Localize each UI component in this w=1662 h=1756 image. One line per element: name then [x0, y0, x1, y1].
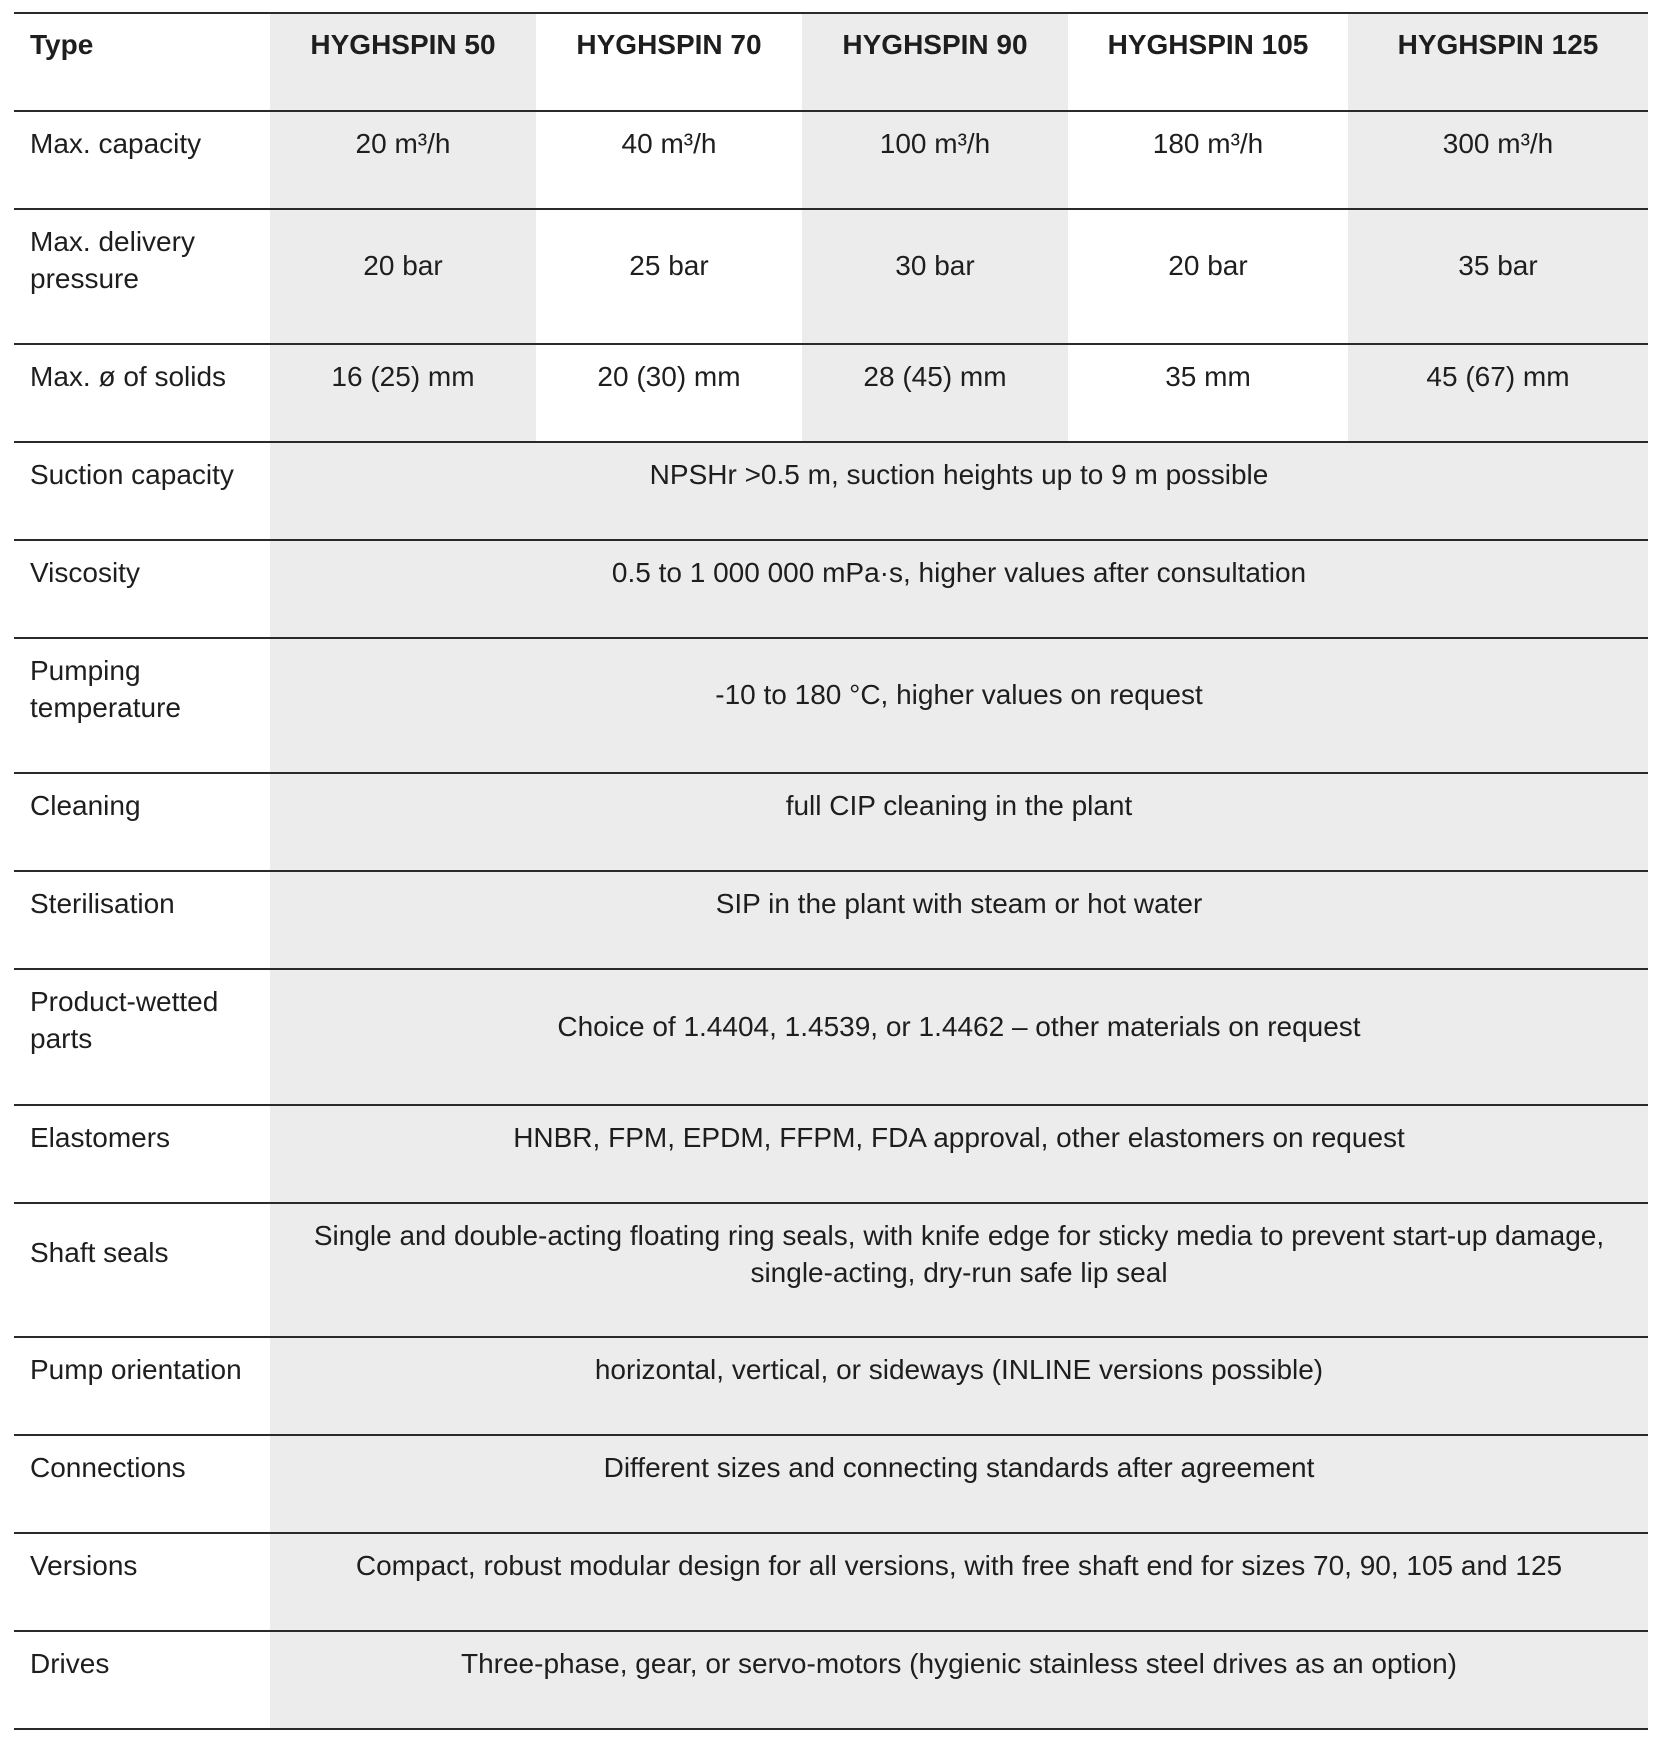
table-row: [14, 773, 1648, 871]
table-row: [14, 344, 1648, 442]
table-row: [14, 1533, 1648, 1631]
row-label: Versions: [30, 1550, 138, 1581]
row-label: Max. ø of solids: [30, 361, 227, 392]
row-label: [14, 209, 270, 344]
row-label: Sterilisation: [30, 888, 175, 919]
row-label: [14, 638, 270, 773]
table-row: [14, 871, 1648, 969]
solids-value: 16 (25) mm: [270, 344, 536, 442]
model-header: HYGHSPIN 50: [270, 13, 536, 111]
capacity-value: 20 m³/h: [270, 111, 536, 209]
suction-value: NPSHr >0.5 m, suction heights up to 9 m possible: [270, 442, 1648, 540]
versions-value: Compact, robust modular design for all versions, with free shaft end for sizes 70, 90, 105 and 125: [270, 1533, 1648, 1631]
row-label: Suction capacity: [30, 459, 234, 490]
table-row: [14, 442, 1648, 540]
table-row: [14, 1435, 1648, 1533]
pressure-value: 35 bar: [1348, 209, 1648, 344]
table-header-row: [14, 13, 1648, 111]
temperature-value: -10 to 180 °C, higher values on request: [270, 638, 1648, 773]
capacity-value: 100 m³/h: [802, 111, 1068, 209]
table-row: [14, 111, 1648, 209]
pressure-value: 20 bar: [1168, 250, 1248, 281]
table-row: [14, 540, 1648, 638]
row-label-line: pressure: [30, 263, 139, 294]
sterilisation-value: SIP in the plant with steam or hot water: [270, 871, 1648, 969]
table-row: [14, 1203, 1648, 1337]
row-label-line: Product-wetted: [30, 986, 219, 1017]
solids-value: 45 (67) mm: [1348, 344, 1648, 442]
wetted-value: Choice of 1.4404, 1.4539, or 1.4462 – other materials on request: [270, 969, 1648, 1105]
capacity-value: 180 m³/h: [1152, 128, 1264, 159]
table-row: [14, 638, 1648, 773]
type-header: Type: [30, 29, 94, 60]
row-label: Max. capacity: [30, 128, 202, 159]
row-label: Connections: [30, 1452, 186, 1483]
table-row: [14, 209, 1648, 344]
row-label: Shaft seals: [30, 1237, 169, 1268]
solids-value: 28 (45) mm: [802, 344, 1068, 442]
elastomers-value: HNBR, FPM, EPDM, FFPM, FDA approval, other elastomers on request: [270, 1105, 1648, 1203]
row-label-line: parts: [30, 1023, 93, 1054]
seals-value-line: single-acting, dry-run safe lip seal: [750, 1257, 1168, 1288]
drives-value: Three-phase, gear, or servo-motors (hygienic stainless steel drives as an option): [270, 1631, 1648, 1729]
seals-value: [270, 1203, 1648, 1337]
row-label: Drives: [30, 1648, 110, 1679]
table-row: [14, 1337, 1648, 1435]
model-header: HYGHSPIN 105: [1107, 29, 1309, 60]
table-row: [14, 1631, 1648, 1729]
row-label: Elastomers: [30, 1122, 171, 1153]
connections-value: Different sizes and connecting standards after agreement: [270, 1435, 1648, 1533]
pressure-value: 25 bar: [629, 250, 709, 281]
table-row: [14, 1105, 1648, 1203]
seals-value-line: Single and double-acting floating ring seals, with knife edge for sticky media to prevent start-up damage,: [313, 1220, 1605, 1251]
model-header: HYGHSPIN 90: [802, 13, 1068, 111]
pressure-value: 20 bar: [270, 209, 536, 344]
row-label-line: temperature: [30, 692, 181, 723]
viscosity-value: 0.5 to 1 000 000 mPa·s, higher values after consultation: [270, 540, 1648, 638]
capacity-value: 40 m³/h: [621, 128, 717, 159]
model-header: HYGHSPIN 125: [1348, 13, 1648, 111]
row-label: Cleaning: [30, 790, 141, 821]
spec-table: [14, 12, 1648, 1730]
table-row: [14, 969, 1648, 1105]
row-label-line: Pumping: [30, 655, 141, 686]
pressure-value: 30 bar: [802, 209, 1068, 344]
solids-value: 20 (30) mm: [597, 361, 741, 392]
orientation-value: horizontal, vertical, or sideways (INLINE versions possible): [270, 1337, 1648, 1435]
row-label: [14, 969, 270, 1105]
model-header: HYGHSPIN 70: [576, 29, 762, 60]
row-label: Pump orientation: [30, 1354, 242, 1385]
capacity-value: 300 m³/h: [1348, 111, 1648, 209]
row-label: Viscosity: [30, 557, 140, 588]
cleaning-value: full CIP cleaning in the plant: [270, 773, 1648, 871]
solids-value: 35 mm: [1165, 361, 1251, 392]
row-label-line: Max. delivery: [30, 226, 195, 257]
